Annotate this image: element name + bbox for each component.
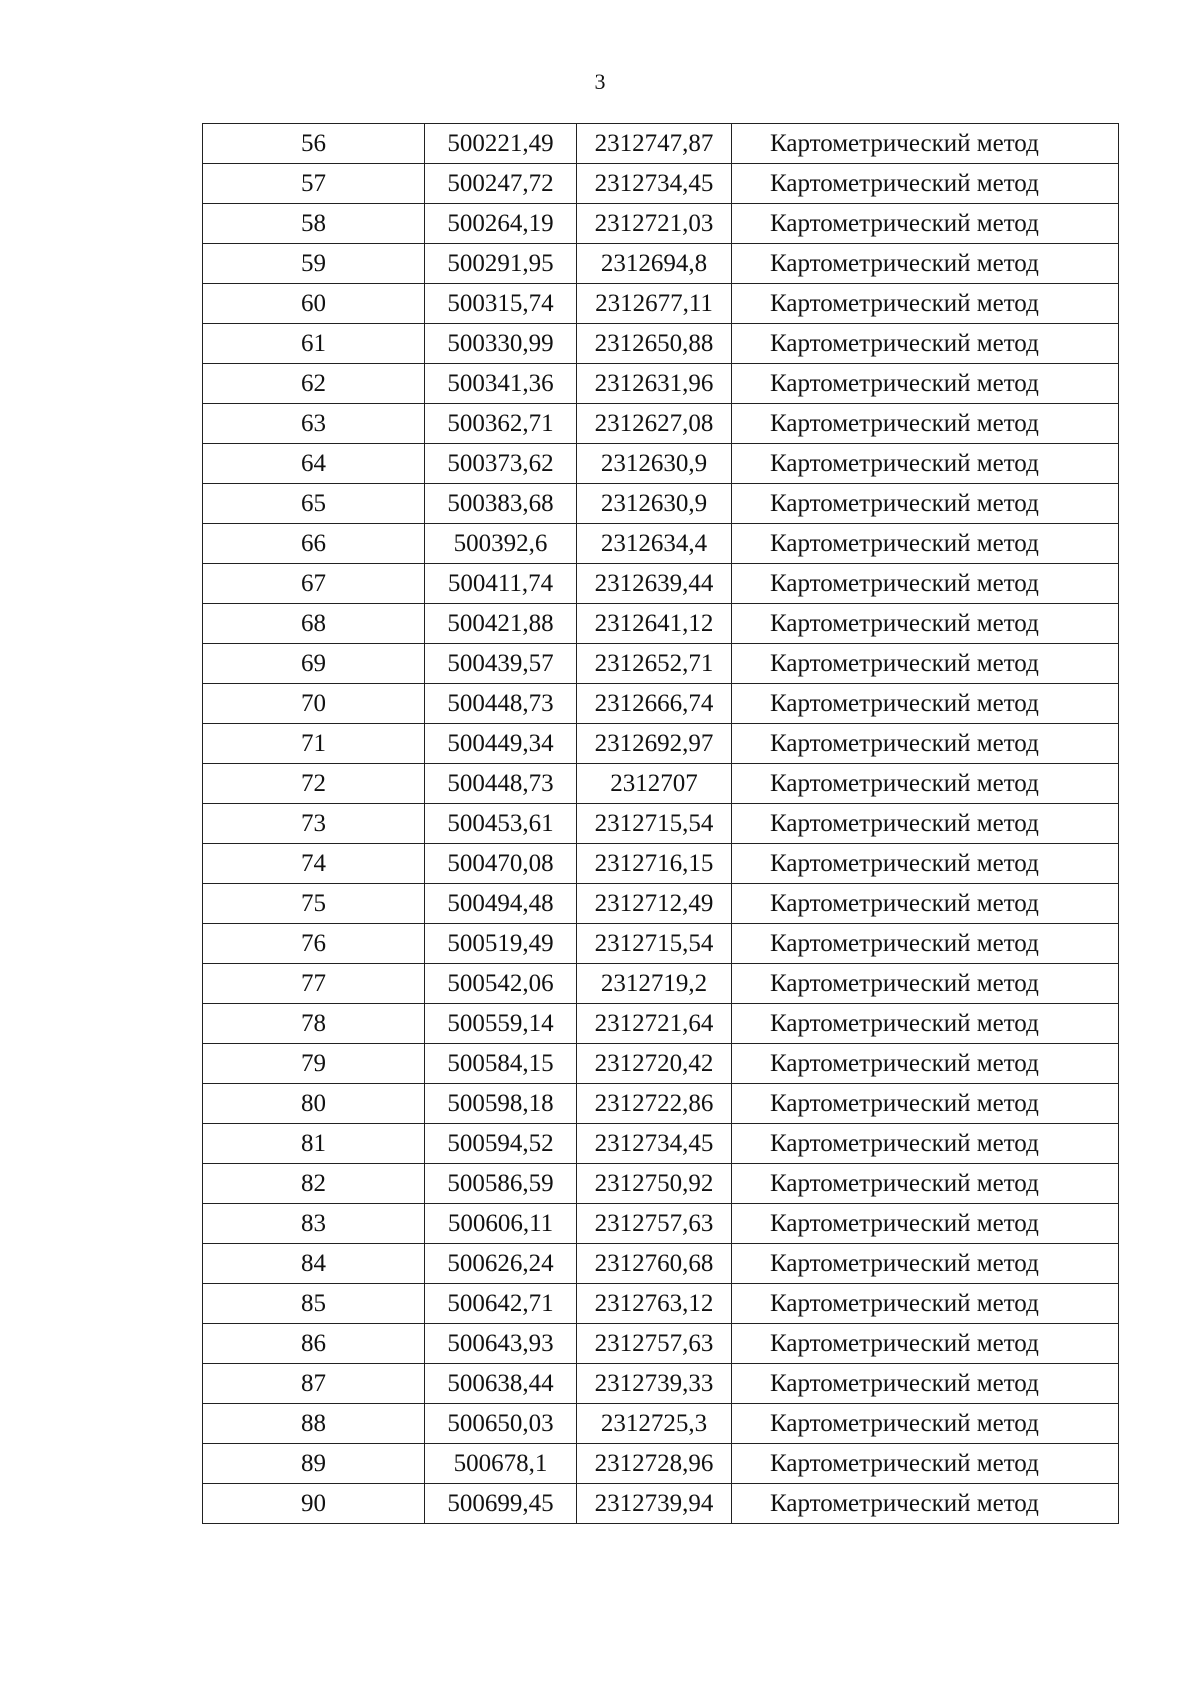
method-cell: Картометрический метод	[732, 644, 1119, 684]
table-row	[203, 1044, 1119, 1084]
point-number-cell: 84	[203, 1244, 425, 1284]
method-cell: Картометрический метод	[732, 1324, 1119, 1364]
point-number-cell: 86	[203, 1324, 425, 1364]
point-number-cell: 69	[203, 644, 425, 684]
table-row	[203, 1204, 1119, 1244]
x-coordinate-cell: 500439,57	[425, 644, 577, 684]
y-coordinate-cell: 2312666,74	[577, 684, 732, 724]
point-number-cell: 80	[203, 1084, 425, 1124]
x-coordinate-cell: 500594,52	[425, 1124, 577, 1164]
table-row	[203, 164, 1119, 204]
x-coordinate-cell: 500421,88	[425, 604, 577, 644]
x-coordinate-cell: 500586,59	[425, 1164, 577, 1204]
table-row	[203, 1284, 1119, 1324]
y-coordinate-cell: 2312747,87	[577, 124, 732, 164]
table-row	[203, 1164, 1119, 1204]
x-coordinate-cell: 500494,48	[425, 884, 577, 924]
y-coordinate-cell: 2312757,63	[577, 1204, 732, 1244]
y-coordinate-cell: 2312728,96	[577, 1444, 732, 1484]
table-row	[203, 564, 1119, 604]
x-coordinate-cell: 500559,14	[425, 1004, 577, 1044]
method-cell: Картометрический метод	[732, 364, 1119, 404]
point-number-cell: 73	[203, 804, 425, 844]
y-coordinate-cell: 2312719,2	[577, 964, 732, 1004]
x-coordinate-cell: 500542,06	[425, 964, 577, 1004]
point-number-cell: 76	[203, 924, 425, 964]
table-row	[203, 1364, 1119, 1404]
method-cell: Картометрический метод	[732, 684, 1119, 724]
point-number-cell: 70	[203, 684, 425, 724]
method-cell: Картометрический метод	[732, 1284, 1119, 1324]
x-coordinate-cell: 500598,18	[425, 1084, 577, 1124]
point-number-cell: 67	[203, 564, 425, 604]
x-coordinate-cell: 500247,72	[425, 164, 577, 204]
method-cell: Картометрический метод	[732, 1364, 1119, 1404]
y-coordinate-cell: 2312715,54	[577, 804, 732, 844]
x-coordinate-cell: 500643,93	[425, 1324, 577, 1364]
table-row	[203, 524, 1119, 564]
x-coordinate-cell: 500448,73	[425, 764, 577, 804]
y-coordinate-cell: 2312739,94	[577, 1484, 732, 1524]
method-cell: Картометрический метод	[732, 604, 1119, 644]
method-cell: Картометрический метод	[732, 444, 1119, 484]
x-coordinate-cell: 500362,71	[425, 404, 577, 444]
y-coordinate-cell: 2312631,96	[577, 364, 732, 404]
table-row	[203, 404, 1119, 444]
y-coordinate-cell: 2312734,45	[577, 164, 732, 204]
x-coordinate-cell: 500411,74	[425, 564, 577, 604]
table-row	[203, 724, 1119, 764]
point-number-cell: 66	[203, 524, 425, 564]
y-coordinate-cell: 2312763,12	[577, 1284, 732, 1324]
point-number-cell: 87	[203, 1364, 425, 1404]
point-number-cell: 60	[203, 284, 425, 324]
method-cell: Картометрический метод	[732, 1084, 1119, 1124]
y-coordinate-cell: 2312712,49	[577, 884, 732, 924]
x-coordinate-cell: 500650,03	[425, 1404, 577, 1444]
point-number-cell: 58	[203, 204, 425, 244]
x-coordinate-cell: 500383,68	[425, 484, 577, 524]
point-number-cell: 75	[203, 884, 425, 924]
method-cell: Картометрический метод	[732, 724, 1119, 764]
point-number-cell: 65	[203, 484, 425, 524]
method-cell: Картометрический метод	[732, 1444, 1119, 1484]
table-row	[203, 884, 1119, 924]
table-row	[203, 1404, 1119, 1444]
y-coordinate-cell: 2312720,42	[577, 1044, 732, 1084]
method-cell: Картометрический метод	[732, 244, 1119, 284]
method-cell: Картометрический метод	[732, 1164, 1119, 1204]
table-row	[203, 124, 1119, 164]
method-cell: Картометрический метод	[732, 284, 1119, 324]
x-coordinate-cell: 500330,99	[425, 324, 577, 364]
y-coordinate-cell: 2312652,71	[577, 644, 732, 684]
table-row	[203, 764, 1119, 804]
table-row	[203, 1484, 1119, 1524]
table-row	[203, 244, 1119, 284]
y-coordinate-cell: 2312692,97	[577, 724, 732, 764]
point-number-cell: 89	[203, 1444, 425, 1484]
method-cell: Картометрический метод	[732, 1044, 1119, 1084]
y-coordinate-cell: 2312739,33	[577, 1364, 732, 1404]
x-coordinate-cell: 500373,62	[425, 444, 577, 484]
table-row	[203, 1004, 1119, 1044]
table-row	[203, 1244, 1119, 1284]
y-coordinate-cell: 2312650,88	[577, 324, 732, 364]
point-number-cell: 79	[203, 1044, 425, 1084]
method-cell: Картометрический метод	[732, 404, 1119, 444]
coordinates-table-body	[203, 124, 1119, 1524]
table-row	[203, 644, 1119, 684]
y-coordinate-cell: 2312715,54	[577, 924, 732, 964]
table-row	[203, 804, 1119, 844]
y-coordinate-cell: 2312725,3	[577, 1404, 732, 1444]
x-coordinate-cell: 500699,45	[425, 1484, 577, 1524]
y-coordinate-cell: 2312630,9	[577, 444, 732, 484]
table-row	[203, 964, 1119, 1004]
x-coordinate-cell: 500606,11	[425, 1204, 577, 1244]
point-number-cell: 81	[203, 1124, 425, 1164]
point-number-cell: 82	[203, 1164, 425, 1204]
table-row	[203, 604, 1119, 644]
x-coordinate-cell: 500626,24	[425, 1244, 577, 1284]
method-cell: Картометрический метод	[732, 764, 1119, 804]
method-cell: Картометрический метод	[732, 204, 1119, 244]
method-cell: Картометрический метод	[732, 524, 1119, 564]
x-coordinate-cell: 500341,36	[425, 364, 577, 404]
y-coordinate-cell: 2312722,86	[577, 1084, 732, 1124]
table-row	[203, 284, 1119, 324]
method-cell: Картометрический метод	[732, 1124, 1119, 1164]
table-row	[203, 1324, 1119, 1364]
y-coordinate-cell: 2312630,9	[577, 484, 732, 524]
table-row	[203, 1124, 1119, 1164]
method-cell: Картометрический метод	[732, 1244, 1119, 1284]
point-number-cell: 64	[203, 444, 425, 484]
table-row	[203, 444, 1119, 484]
y-coordinate-cell: 2312716,15	[577, 844, 732, 884]
table-row	[203, 364, 1119, 404]
x-coordinate-cell: 500470,08	[425, 844, 577, 884]
method-cell: Картометрический метод	[732, 884, 1119, 924]
x-coordinate-cell: 500453,61	[425, 804, 577, 844]
y-coordinate-cell: 2312721,03	[577, 204, 732, 244]
method-cell: Картометрический метод	[732, 564, 1119, 604]
y-coordinate-cell: 2312760,68	[577, 1244, 732, 1284]
method-cell: Картометрический метод	[732, 804, 1119, 844]
y-coordinate-cell: 2312757,63	[577, 1324, 732, 1364]
method-cell: Картометрический метод	[732, 484, 1119, 524]
x-coordinate-cell: 500519,49	[425, 924, 577, 964]
point-number-cell: 88	[203, 1404, 425, 1444]
x-coordinate-cell: 500642,71	[425, 1284, 577, 1324]
point-number-cell: 74	[203, 844, 425, 884]
point-number-cell: 68	[203, 604, 425, 644]
table-row	[203, 684, 1119, 724]
y-coordinate-cell: 2312627,08	[577, 404, 732, 444]
point-number-cell: 72	[203, 764, 425, 804]
y-coordinate-cell: 2312694,8	[577, 244, 732, 284]
point-number-cell: 85	[203, 1284, 425, 1324]
method-cell: Картометрический метод	[732, 324, 1119, 364]
point-number-cell: 90	[203, 1484, 425, 1524]
point-number-cell: 57	[203, 164, 425, 204]
method-cell: Картометрический метод	[732, 964, 1119, 1004]
y-coordinate-cell: 2312734,45	[577, 1124, 732, 1164]
method-cell: Картометрический метод	[732, 164, 1119, 204]
method-cell: Картометрический метод	[732, 844, 1119, 884]
x-coordinate-cell: 500448,73	[425, 684, 577, 724]
x-coordinate-cell: 500638,44	[425, 1364, 577, 1404]
table-row	[203, 1444, 1119, 1484]
method-cell: Картометрический метод	[732, 124, 1119, 164]
x-coordinate-cell: 500221,49	[425, 124, 577, 164]
method-cell: Картометрический метод	[732, 1484, 1119, 1524]
coordinates-table	[202, 123, 1119, 1524]
x-coordinate-cell: 500392,6	[425, 524, 577, 564]
table-row	[203, 844, 1119, 884]
page-number: 3	[594, 69, 606, 94]
x-coordinate-cell: 500264,19	[425, 204, 577, 244]
point-number-cell: 71	[203, 724, 425, 764]
table-row	[203, 484, 1119, 524]
point-number-cell: 83	[203, 1204, 425, 1244]
y-coordinate-cell: 2312634,4	[577, 524, 732, 564]
x-coordinate-cell: 500584,15	[425, 1044, 577, 1084]
point-number-cell: 62	[203, 364, 425, 404]
point-number-cell: 63	[203, 404, 425, 444]
y-coordinate-cell: 2312641,12	[577, 604, 732, 644]
table-row	[203, 924, 1119, 964]
x-coordinate-cell: 500315,74	[425, 284, 577, 324]
point-number-cell: 77	[203, 964, 425, 1004]
y-coordinate-cell: 2312721,64	[577, 1004, 732, 1044]
y-coordinate-cell: 2312707	[577, 764, 732, 804]
x-coordinate-cell: 500449,34	[425, 724, 577, 764]
y-coordinate-cell: 2312750,92	[577, 1164, 732, 1204]
method-cell: Картометрический метод	[732, 924, 1119, 964]
table-row	[203, 1084, 1119, 1124]
x-coordinate-cell: 500678,1	[425, 1444, 577, 1484]
method-cell: Картометрический метод	[732, 1404, 1119, 1444]
y-coordinate-cell: 2312677,11	[577, 284, 732, 324]
method-cell: Картометрический метод	[732, 1004, 1119, 1044]
method-cell: Картометрический метод	[732, 1204, 1119, 1244]
point-number-cell: 59	[203, 244, 425, 284]
table-row	[203, 324, 1119, 364]
point-number-cell: 78	[203, 1004, 425, 1044]
point-number-cell: 56	[203, 124, 425, 164]
x-coordinate-cell: 500291,95	[425, 244, 577, 284]
table-row	[203, 204, 1119, 244]
y-coordinate-cell: 2312639,44	[577, 564, 732, 604]
point-number-cell: 61	[203, 324, 425, 364]
